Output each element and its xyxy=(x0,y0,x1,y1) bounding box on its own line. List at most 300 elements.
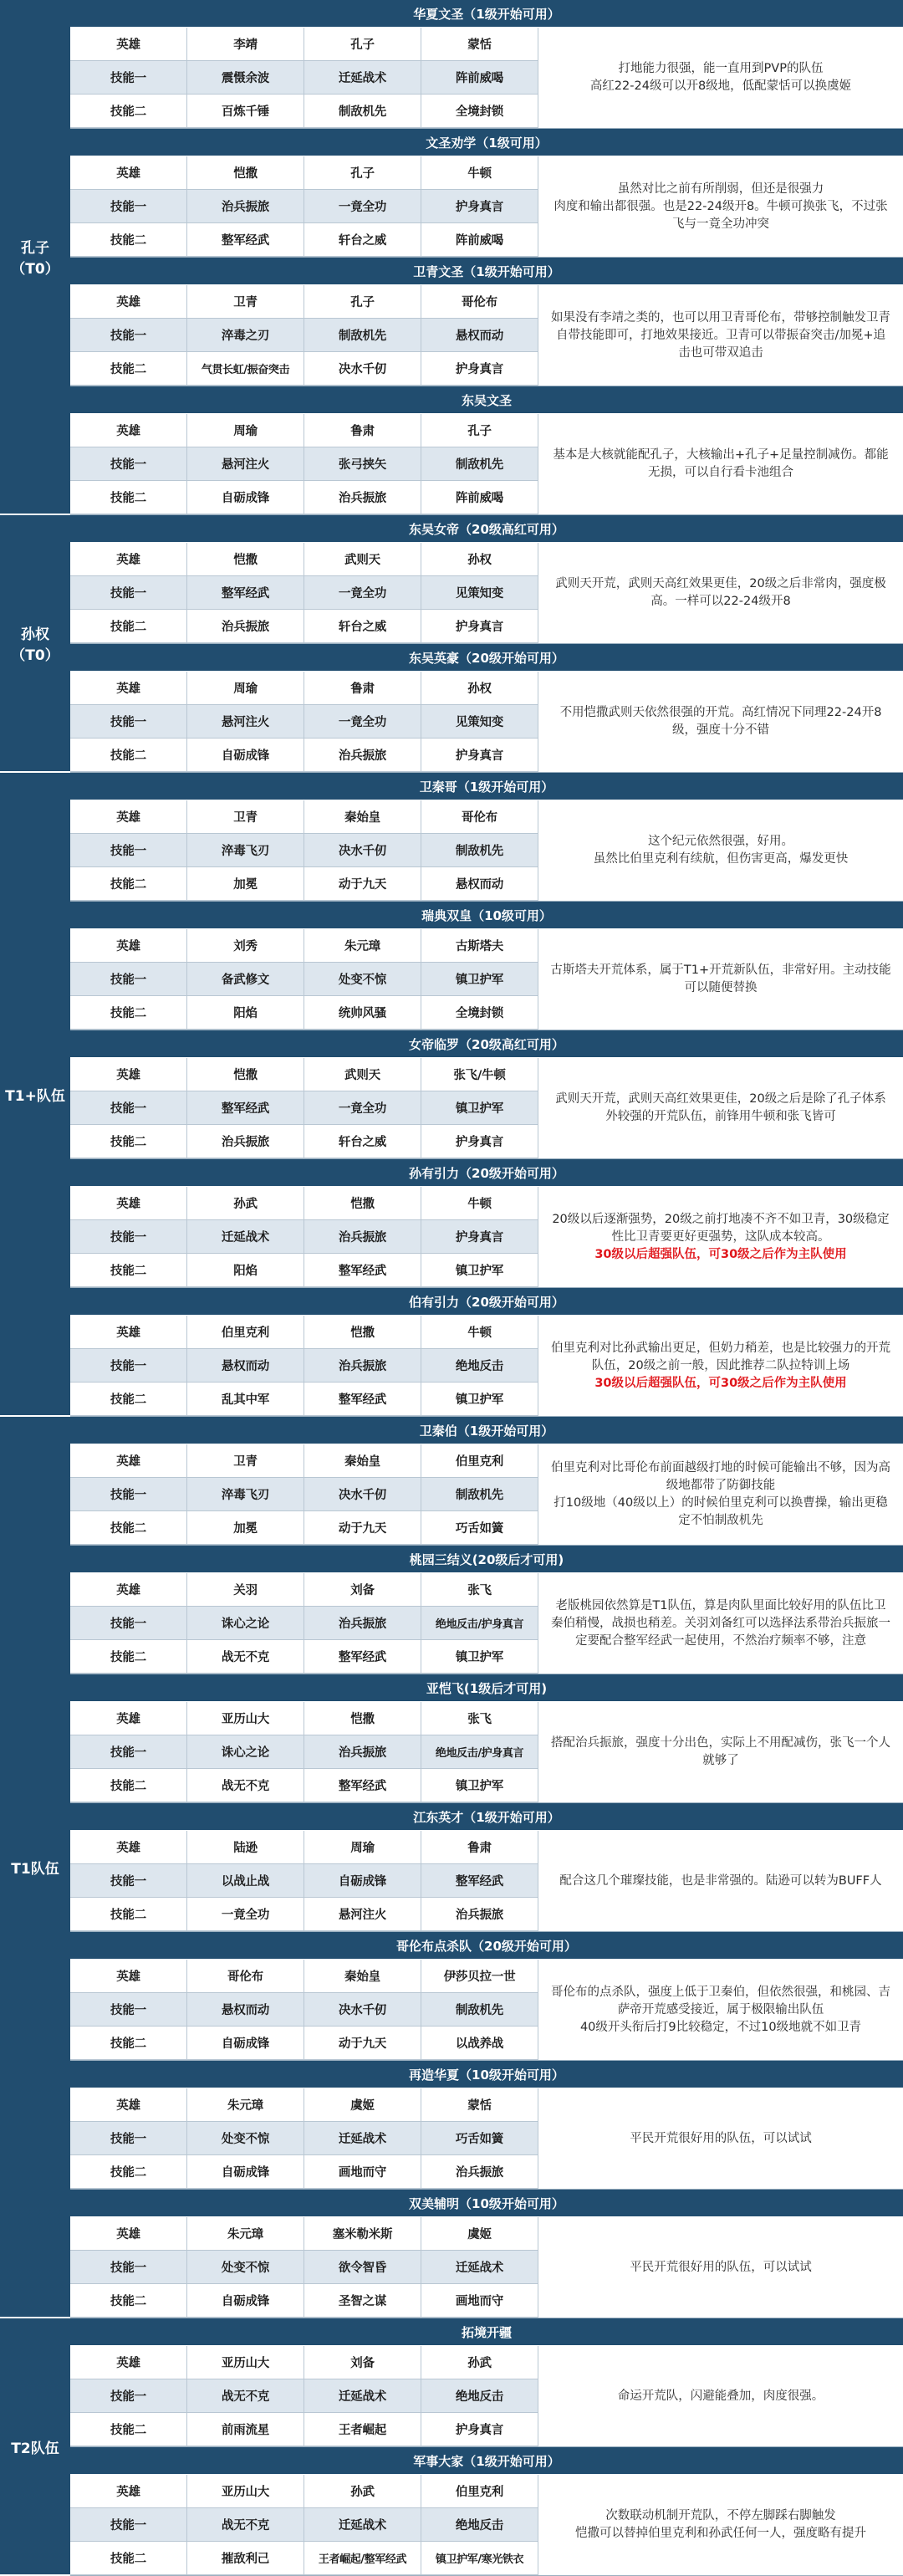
team-title: 亚恺飞(1级后才可用) xyxy=(70,1674,903,1702)
grid-cell: 迁延战术 xyxy=(304,2122,421,2155)
grid-cell: 自砺成锋 xyxy=(187,2284,304,2318)
team-description xyxy=(538,1058,903,1158)
description-line: 哥伦布的点杀队，强度上低于卫秦伯，但依然很强，和桃园、吉萨帝开荒感受接近，属于极限输出队伍 xyxy=(551,1985,890,2016)
team-description xyxy=(538,1444,903,1545)
grid-cell: 张飞 xyxy=(421,1573,538,1607)
grid-cell: 护身真言 xyxy=(421,610,538,643)
grid-cell: 迁延战术 xyxy=(421,2251,538,2284)
row-header-cell: 技能一 xyxy=(70,1091,187,1125)
team-description xyxy=(538,929,903,1030)
team-title: 拓境开疆 xyxy=(70,2318,903,2346)
grid-cell: 迁延战术 xyxy=(304,2508,421,2542)
skill-one-row xyxy=(70,2251,538,2284)
grid-cell: 全境封锁 xyxy=(421,996,538,1030)
row-header-cell: 英雄 xyxy=(70,1058,187,1091)
row-header-cell: 技能二 xyxy=(70,2413,187,2446)
row-header-cell: 技能一 xyxy=(70,1607,187,1640)
grid-cell: 恺撒 xyxy=(304,1316,421,1349)
grid-cell: 悬权而动 xyxy=(187,1349,304,1383)
grid-cell: 绝地反击 xyxy=(421,1349,538,1383)
skill-two-row xyxy=(70,1511,538,1545)
team-description xyxy=(538,2346,903,2446)
skill-two-row xyxy=(70,223,538,257)
hero-row xyxy=(70,1444,538,1478)
team-body xyxy=(70,2346,903,2446)
team-body xyxy=(70,414,903,514)
grid-cell: 迁延战术 xyxy=(304,61,421,95)
grid-cell: 武则天 xyxy=(304,1058,421,1091)
grid-cell: 孔子 xyxy=(304,28,421,61)
grid-cell: 整军经武 xyxy=(304,1769,421,1802)
team-description xyxy=(538,800,903,901)
row-header-cell: 技能一 xyxy=(70,1735,187,1769)
grid-cell: 战无不克 xyxy=(187,1640,304,1674)
grid-cell: 牛顿 xyxy=(421,156,538,190)
grid-cell: 秦始皇 xyxy=(304,1960,421,1993)
description-line: 这个纪元依然很强，好用。 xyxy=(648,835,793,848)
grid-cell: 淬毒飞刃 xyxy=(187,834,304,867)
skill-one-row xyxy=(70,1864,538,1898)
skill-two-row xyxy=(70,95,538,128)
row-header-cell: 技能二 xyxy=(70,1125,187,1158)
grid-cell: 战无不克 xyxy=(187,2379,304,2413)
grid-cell: 悬河注火 xyxy=(304,1898,421,1931)
team-grid xyxy=(70,285,538,386)
row-header-cell: 英雄 xyxy=(70,1444,187,1478)
grid-cell: 王者崛起 xyxy=(304,2413,421,2446)
tier-label: T2队伍 xyxy=(0,2318,70,2576)
skill-one-row xyxy=(70,1220,538,1254)
team-body xyxy=(70,1316,903,1416)
grid-cell: 战无不克 xyxy=(187,2508,304,2542)
description-line: 搭配治兵振旅，强度十分出色，实际上不用配减伤，张飞一个人就够了 xyxy=(551,1736,890,1767)
team-title: 孙有引力（20级开始可用） xyxy=(70,1159,903,1187)
team-section xyxy=(70,2318,903,2447)
skill-two-row xyxy=(70,352,538,386)
grid-cell: 自砺成锋 xyxy=(304,1864,421,1898)
grid-cell: 绝地反击 xyxy=(421,2379,538,2413)
row-header-cell: 技能一 xyxy=(70,61,187,95)
skill-two-row xyxy=(70,1125,538,1158)
grid-cell: 动于九天 xyxy=(304,2027,421,2060)
team-description xyxy=(538,285,903,386)
hero-row xyxy=(70,1058,538,1091)
grid-cell: 悬权而动 xyxy=(421,319,538,352)
grid-cell: 伯里克利 xyxy=(421,2475,538,2508)
team-title: 卫青文圣（1级开始可用） xyxy=(70,258,903,285)
grid-cell: 周瑜 xyxy=(187,672,304,705)
row-header-cell: 技能一 xyxy=(70,834,187,867)
tier-block xyxy=(0,0,903,515)
grid-cell: 护身真言 xyxy=(421,190,538,223)
grid-cell: 亚历山大 xyxy=(187,2346,304,2379)
hero-row xyxy=(70,2088,538,2122)
row-header-cell: 技能二 xyxy=(70,95,187,128)
description-line: 武则天开荒，武则天高红效果更佳，20级之后非常肉，强度极高。一样可以22-24级开8 xyxy=(555,577,886,608)
description-line: 伯里克利对比孙武输出更足，但奶力稍差，也是比较强力的开荒队伍，20级之前一般，因此推荐二队拉特训上场 xyxy=(551,1341,890,1372)
grid-cell: 镇卫护军 xyxy=(421,1383,538,1416)
team-description xyxy=(538,672,903,772)
skill-two-row xyxy=(70,610,538,643)
grid-cell: 整军经武 xyxy=(187,1091,304,1125)
row-header-cell: 技能一 xyxy=(70,2251,187,2284)
team-body xyxy=(70,1960,903,2060)
row-header-cell: 技能二 xyxy=(70,739,187,772)
team-body xyxy=(70,1058,903,1158)
row-header-cell: 技能一 xyxy=(70,2122,187,2155)
team-section xyxy=(70,515,903,644)
team-title: 卫秦哥（1级开始可用） xyxy=(70,773,903,800)
grid-cell: 护身真言 xyxy=(421,1220,538,1254)
grid-cell: 加冕 xyxy=(187,1511,304,1545)
grid-cell: 决水千仞 xyxy=(304,1478,421,1511)
skill-two-row xyxy=(70,2155,538,2189)
hero-row xyxy=(70,800,538,834)
description-line: 不用恺撒武则天依然很强的开荒。高红情况下同理22-24开8级，强度十分不错 xyxy=(559,706,882,737)
row-header-cell: 英雄 xyxy=(70,800,187,834)
row-header-cell: 英雄 xyxy=(70,156,187,190)
hero-row xyxy=(70,672,538,705)
team-body xyxy=(70,672,903,772)
team-title: 哥伦布点杀队（20级开始可用） xyxy=(70,1932,903,1960)
grid-cell: 亚历山大 xyxy=(187,2475,304,2508)
grid-cell: 虞姬 xyxy=(304,2088,421,2122)
grid-cell: 一竟全功 xyxy=(304,1091,421,1125)
description-line: 配合这几个璀璨技能，也是非常强的。陆逊可以转为BUFF人 xyxy=(559,1873,882,1888)
skill-two-row xyxy=(70,1383,538,1416)
grid-cell: 治兵振旅 xyxy=(304,481,421,514)
grid-cell: 迁延战术 xyxy=(304,2379,421,2413)
team-title: 女帝临罗（20级高红可用） xyxy=(70,1030,903,1058)
hero-row xyxy=(70,2346,538,2379)
team-description xyxy=(538,1831,903,1931)
row-header-cell: 英雄 xyxy=(70,1831,187,1864)
grid-cell: 王者崛起/整军经武 xyxy=(304,2542,421,2575)
grid-cell: 周瑜 xyxy=(187,414,304,447)
skill-one-row xyxy=(70,2508,538,2542)
hero-row xyxy=(70,2217,538,2251)
team-grid xyxy=(70,1960,538,2060)
grid-cell: 整军经武 xyxy=(304,1640,421,1674)
team-grid xyxy=(70,2088,538,2189)
description-line: 伯里克利对比哥伦布前面越级打地的时候可能输出不够，因为高级地都带了防御技能 xyxy=(551,1461,890,1492)
hero-row xyxy=(70,2475,538,2508)
grid-cell: 悬河注火 xyxy=(187,447,304,481)
tier-teams xyxy=(70,1417,903,2318)
team-section xyxy=(70,773,903,902)
skill-one-row xyxy=(70,447,538,481)
team-grid xyxy=(70,1831,538,1931)
grid-cell: 护身真言 xyxy=(421,2413,538,2446)
skill-two-row xyxy=(70,2413,538,2446)
team-section xyxy=(70,129,903,258)
team-title: 东吴女帝（20级高红可用） xyxy=(70,515,903,543)
row-header-cell: 技能一 xyxy=(70,705,187,739)
row-header-cell: 英雄 xyxy=(70,1316,187,1349)
team-grid xyxy=(70,2475,538,2575)
row-header-cell: 英雄 xyxy=(70,1960,187,1993)
team-section xyxy=(70,644,903,773)
row-header-cell: 技能一 xyxy=(70,2379,187,2413)
description-line: 命运开荒队，闪避能叠加，肉度很强。 xyxy=(617,2389,824,2403)
grid-cell: 战无不克 xyxy=(187,1769,304,1802)
hero-row xyxy=(70,929,538,963)
tier-teams xyxy=(70,0,903,515)
grid-cell: 整军经武 xyxy=(304,1254,421,1287)
description-line: 基本是大核就能配孔子，大核输出+孔子+足量控制减伤。都能无损，可以自行看卡池组合 xyxy=(553,448,889,479)
team-grid xyxy=(70,414,538,514)
row-header-cell: 技能二 xyxy=(70,2542,187,2575)
hero-row xyxy=(70,1831,538,1864)
grid-cell: 李靖 xyxy=(187,28,304,61)
grid-cell: 整军经武 xyxy=(304,1383,421,1416)
skill-one-row xyxy=(70,319,538,352)
description-line: 打地能力很强，能一直用到PVP的队伍 xyxy=(618,62,824,75)
grid-cell: 护身真言 xyxy=(421,739,538,772)
row-header-cell: 英雄 xyxy=(70,2217,187,2251)
row-header-cell: 技能一 xyxy=(70,2508,187,2542)
grid-cell: 孙权 xyxy=(421,672,538,705)
description-line: 平民开荒很好用的队伍，可以试试 xyxy=(630,2131,812,2145)
grid-cell: 镇卫护军 xyxy=(421,1091,538,1125)
team-body xyxy=(70,156,903,257)
row-header-cell: 英雄 xyxy=(70,543,187,576)
grid-cell: 张飞/牛顿 xyxy=(421,1058,538,1091)
grid-cell: 绝地反击/护身真言 xyxy=(421,1735,538,1769)
row-header-cell: 技能一 xyxy=(70,319,187,352)
team-grid xyxy=(70,1573,538,1674)
grid-cell: 治兵振旅 xyxy=(421,1898,538,1931)
grid-cell: 治兵振旅 xyxy=(304,1607,421,1640)
grid-cell: 刘秀 xyxy=(187,929,304,963)
team-title: 军事大家（1级开始可用） xyxy=(70,2447,903,2475)
team-body xyxy=(70,543,903,643)
grid-cell: 震慑余波 xyxy=(187,61,304,95)
grid-cell: 孙武 xyxy=(421,2346,538,2379)
skill-one-row xyxy=(70,834,538,867)
team-description xyxy=(538,414,903,514)
team-body xyxy=(70,800,903,901)
grid-cell: 虞姬 xyxy=(421,2217,538,2251)
team-body xyxy=(70,285,903,386)
row-header-cell: 英雄 xyxy=(70,414,187,447)
row-header-cell: 技能一 xyxy=(70,963,187,996)
grid-cell: 自砺成锋 xyxy=(187,2027,304,2060)
hero-row xyxy=(70,1573,538,1607)
grid-cell: 诛心之论 xyxy=(187,1607,304,1640)
tier-block xyxy=(0,515,903,773)
skill-one-row xyxy=(70,576,538,610)
skill-one-row xyxy=(70,1735,538,1769)
tier-label: T1队伍 xyxy=(0,1417,70,2318)
skill-one-row xyxy=(70,963,538,996)
grid-cell: 制敌机先 xyxy=(421,1993,538,2027)
team-section xyxy=(70,1417,903,1546)
description-line: 20级以后逐渐强势，20级之前打地凑不齐不如卫青，30级稳定性比卫青要更好更强势，这队成本较高。 xyxy=(552,1212,890,1244)
grid-cell: 关羽 xyxy=(187,1573,304,1607)
grid-cell: 制敌机先 xyxy=(421,1478,538,1511)
grid-cell: 孙武 xyxy=(187,1187,304,1220)
hero-row xyxy=(70,1187,538,1220)
skill-two-row xyxy=(70,1898,538,1931)
grid-cell: 护身真言 xyxy=(421,352,538,386)
grid-cell: 欲令智昏 xyxy=(304,2251,421,2284)
tier-teams xyxy=(70,515,903,773)
team-body xyxy=(70,1702,903,1802)
team-section xyxy=(70,1030,903,1159)
row-header-cell: 技能一 xyxy=(70,576,187,610)
grid-cell: 制敌机先 xyxy=(304,95,421,128)
row-header-cell: 英雄 xyxy=(70,929,187,963)
team-section xyxy=(70,1546,903,1674)
grid-cell: 亚历山大 xyxy=(187,1702,304,1735)
description-line: 40级开头衔后打9比较稳定，不过10级地就不如卫青 xyxy=(579,2020,862,2034)
team-grid xyxy=(70,1058,538,1158)
grid-cell: 鲁肃 xyxy=(421,1831,538,1864)
row-header-cell: 技能二 xyxy=(70,2284,187,2318)
grid-cell: 绝地反击/护身真言 xyxy=(421,1607,538,1640)
team-description xyxy=(538,28,903,128)
highlight-note: 30级以后超强队伍，可30级之后作为主队使用 xyxy=(594,1376,847,1390)
skill-one-row xyxy=(70,2379,538,2413)
grid-cell: 全境封锁 xyxy=(421,95,538,128)
grid-cell: 治兵振旅 xyxy=(187,610,304,643)
description-line: 武则天开荒，武则天高红效果更佳，20级之后是除了孔子体系外较强的开荒队伍，前锋用牛顿和张飞皆可 xyxy=(555,1092,886,1123)
team-grid xyxy=(70,1187,538,1287)
team-body xyxy=(70,2475,903,2575)
grid-cell: 巧舌如簧 xyxy=(421,2122,538,2155)
grid-cell: 自砺成锋 xyxy=(187,739,304,772)
description-line: 高红22-24级可以开8级地，低配蒙恬可以换虞姬 xyxy=(589,79,852,93)
team-description xyxy=(538,1702,903,1802)
grid-cell: 孙权 xyxy=(421,543,538,576)
grid-cell: 塞米勒米斯 xyxy=(304,2217,421,2251)
grid-cell: 自砺成锋 xyxy=(187,2155,304,2189)
description-line: 打10级地（40级以上）的时候伯里克利可以换曹操，输出更稳定不怕制敌机先 xyxy=(554,1496,888,1527)
grid-cell: 一竟全功 xyxy=(304,576,421,610)
row-header-cell: 技能二 xyxy=(70,610,187,643)
skill-two-row xyxy=(70,2542,538,2575)
description-line: 古斯塔夫开荒体系，属于T1+开荒新队伍，非常好用。主动技能可以随便替换 xyxy=(550,963,891,994)
grid-cell: 悬权而动 xyxy=(421,867,538,901)
team-description xyxy=(538,1316,903,1416)
grid-cell: 恺撒 xyxy=(187,543,304,576)
team-section xyxy=(70,1674,903,1803)
grid-cell: 阳焰 xyxy=(187,1254,304,1287)
team-section xyxy=(70,1803,903,1932)
grid-cell: 鲁肃 xyxy=(304,414,421,447)
grid-cell: 孔子 xyxy=(421,414,538,447)
team-body xyxy=(70,929,903,1030)
grid-cell: 淬毒之刃 xyxy=(187,319,304,352)
row-header-cell: 技能一 xyxy=(70,1864,187,1898)
team-section xyxy=(70,0,903,129)
grid-cell: 护身真言 xyxy=(421,1125,538,1158)
row-header-cell: 技能一 xyxy=(70,1220,187,1254)
skill-one-row xyxy=(70,705,538,739)
skill-one-row xyxy=(70,190,538,223)
grid-cell: 决水千仞 xyxy=(304,1993,421,2027)
team-description xyxy=(538,543,903,643)
grid-cell: 乱其中军 xyxy=(187,1383,304,1416)
skill-two-row xyxy=(70,996,538,1030)
description-line: 恺撒可以替掉伯里克利和孙武任何一人，强度略有提升 xyxy=(575,2527,866,2540)
grid-cell: 卫青 xyxy=(187,800,304,834)
grid-cell: 巧舌如簧 xyxy=(421,1511,538,1545)
grid-cell: 以战止战 xyxy=(187,1864,304,1898)
grid-cell: 伯里克利 xyxy=(421,1444,538,1478)
team-section xyxy=(70,258,903,386)
row-header-cell: 技能一 xyxy=(70,447,187,481)
grid-cell: 整军经武 xyxy=(187,576,304,610)
skill-one-row xyxy=(70,1478,538,1511)
grid-cell: 治兵振旅 xyxy=(304,1349,421,1383)
hero-row xyxy=(70,156,538,190)
grid-cell: 动于九天 xyxy=(304,1511,421,1545)
row-header-cell: 技能二 xyxy=(70,996,187,1030)
grid-cell: 绝地反击 xyxy=(421,2508,538,2542)
grid-cell: 恺撒 xyxy=(187,1058,304,1091)
grid-cell: 气贯长虹/振奋突击 xyxy=(187,352,304,386)
description-line: 老版桃园依然算是T1队伍，算是肉队里面比较好用的队伍比卫秦伯稍慢，战损也稍差。关羽刘备红可以选择法系带治兵振旅一定要配合整军经武一起使用，不然治疗频率不够，注意 xyxy=(551,1598,890,1648)
grid-cell: 处变不惊 xyxy=(187,2251,304,2284)
grid-cell: 恺撒 xyxy=(304,1187,421,1220)
team-section xyxy=(70,1159,903,1288)
row-header-cell: 技能二 xyxy=(70,352,187,386)
team-body xyxy=(70,1444,903,1545)
team-title: 东吴英豪（20级开始可用） xyxy=(70,644,903,672)
grid-cell: 秦始皇 xyxy=(304,1444,421,1478)
skill-two-row xyxy=(70,1254,538,1287)
grid-cell: 自砺成锋 xyxy=(187,481,304,514)
grid-cell: 治兵振旅 xyxy=(304,1220,421,1254)
grid-cell: 迁延战术 xyxy=(187,1220,304,1254)
tier-block xyxy=(0,1417,903,2318)
skill-one-row xyxy=(70,2122,538,2155)
row-header-cell: 英雄 xyxy=(70,1702,187,1735)
team-description xyxy=(538,1960,903,2060)
team-title: 伯有引力（20级开始可用） xyxy=(70,1288,903,1316)
grid-cell: 决水千仞 xyxy=(304,352,421,386)
grid-cell: 秦始皇 xyxy=(304,800,421,834)
row-header-cell: 技能二 xyxy=(70,223,187,257)
row-header-cell: 技能二 xyxy=(70,867,187,901)
grid-cell: 百炼千锤 xyxy=(187,95,304,128)
grid-cell: 哥伦布 xyxy=(421,800,538,834)
grid-cell: 动于九天 xyxy=(304,867,421,901)
grid-cell: 恺撒 xyxy=(304,1702,421,1735)
grid-cell: 治兵振旅 xyxy=(304,1735,421,1769)
team-title: 再造华夏（10级开始可用） xyxy=(70,2061,903,2088)
grid-cell: 制敌机先 xyxy=(421,447,538,481)
grid-cell: 见策知变 xyxy=(421,705,538,739)
description-line: 平民开荒很好用的队伍，可以试试 xyxy=(630,2260,812,2274)
team-body xyxy=(70,1187,903,1287)
row-header-cell: 技能二 xyxy=(70,1511,187,1545)
row-header-cell: 英雄 xyxy=(70,1573,187,1607)
grid-cell: 张弓挟矢 xyxy=(304,447,421,481)
grid-cell: 朱元璋 xyxy=(187,2217,304,2251)
skill-two-row xyxy=(70,1640,538,1674)
grid-cell: 治兵振旅 xyxy=(421,2155,538,2189)
grid-cell: 镇卫护军 xyxy=(421,1769,538,1802)
grid-cell: 淬毒飞刃 xyxy=(187,1478,304,1511)
row-header-cell: 技能一 xyxy=(70,1478,187,1511)
team-title: 文圣劝学（1级可用） xyxy=(70,129,903,156)
hero-row xyxy=(70,1702,538,1735)
grid-cell: 镇卫护军 xyxy=(421,1640,538,1674)
description-line: 肉度和输出都很强。也是22-24级开8。牛顿可换张飞，不过张飞与一竟全功冲突 xyxy=(554,199,888,231)
